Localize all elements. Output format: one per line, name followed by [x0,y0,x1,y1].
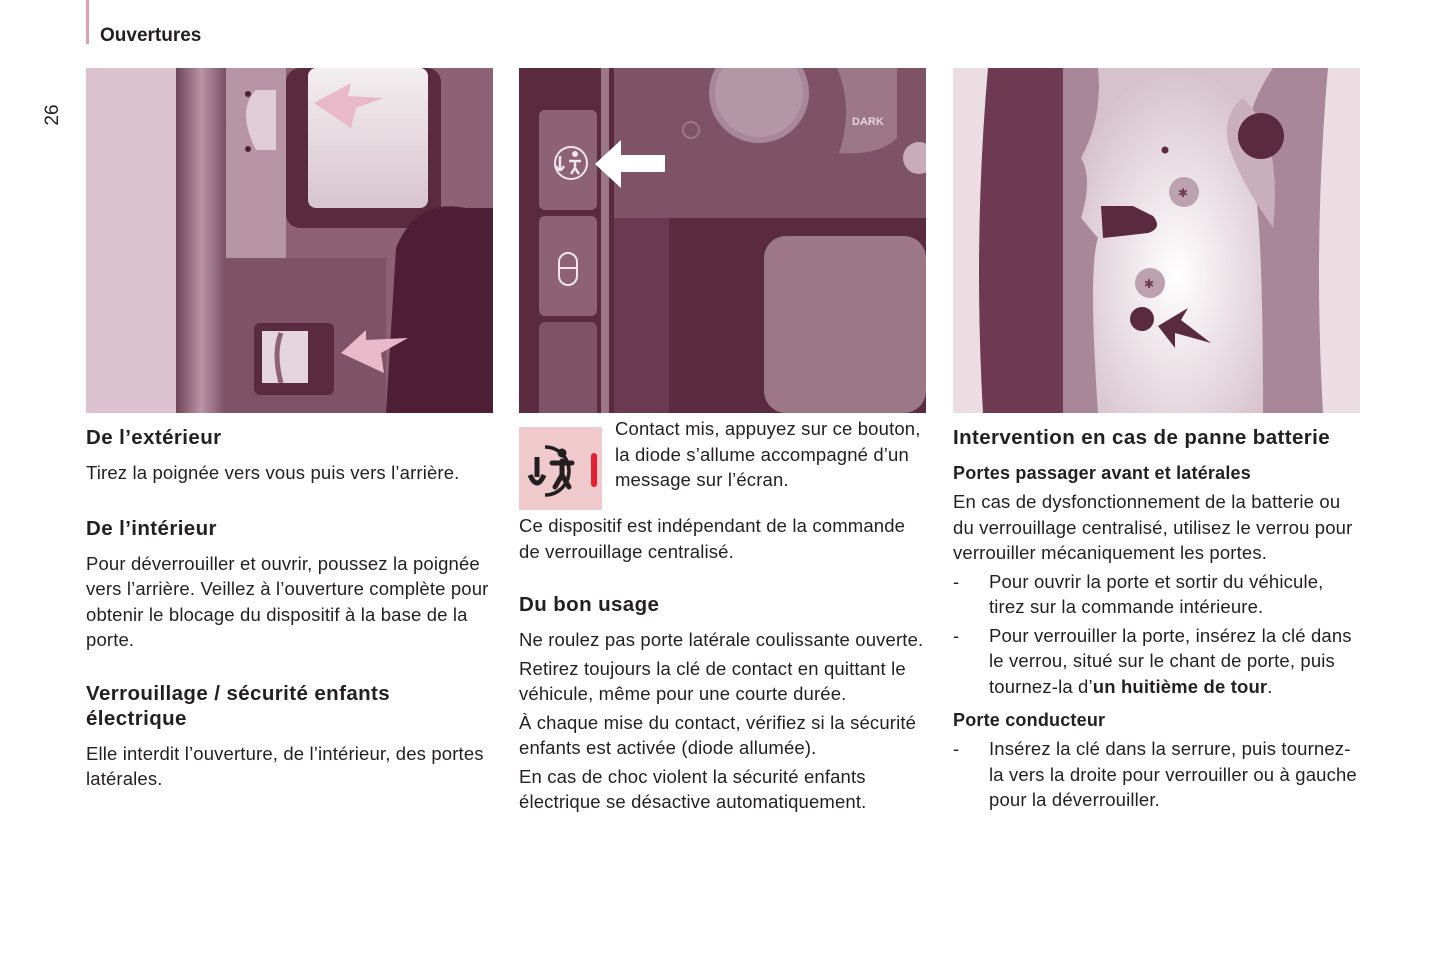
door-edge-lock-illustration [953,68,1360,413]
svg-text:✱: ✱ [1178,186,1189,200]
text-exterior: Tirez la poignée vers vous puis vers l’arrière. [86,462,460,483]
heading-good-usage: Du bon usage [519,593,660,616]
section-title: Ouvertures [100,25,202,46]
door-handle-illustration [86,68,493,413]
text-child-lock-button: Contact mis, appuyez sur ce bouton, la diode s’allume accompagné d’un message sur l’écran. [615,418,921,490]
text-usage-4: En cas de choc violent la sécurité enfants électrique se désactive automatiquement. [519,765,867,812]
text-child-lock: Elle interdit l’ouverture, de l’intérieur, des portes latérales. [86,742,484,789]
list-item: - Pour ouvrir la porte et sortir du véhicule, tirez sur la commande intérieure. [953,570,1324,617]
heading-battery-failure: Intervention en cas de panne batterie [953,426,1331,449]
header-accent-bar [86,0,89,44]
column-child-safety [519,68,926,815]
heading-passenger-doors: Portes passager avant et latérales [953,463,1251,483]
heading-child-lock: Verrouillage / sécurité enfants électrique [86,681,391,730]
dashboard-child-lock-button-illustration [519,68,926,413]
text-usage-2: Retirez toujours la clé de contact en quittant le véhicule, même pour une courte durée. [519,657,906,704]
list-item: - Insérez la clé dans la serrure, puis tournez-la vers la droite pour verrouiller ou à gauche pour la déverrouiller. [953,738,1357,810]
text-independent-device: Ce dispositif est indépendant de la commande de verrouillage centralisé. [519,515,906,562]
heading-interior: De l’intérieur [86,516,217,540]
column-battery-failure [953,68,1360,813]
heading-driver-door: Porte conducteur [953,710,1106,730]
column-exterior-interior [86,68,493,792]
list-item: - Pour verrouiller la porte, insérez la clé dans le verrou, situé sur le chant de porte, puis tournez-la d’un huitième de tour. [953,624,1352,697]
text-battery-failure: En cas de dysfonctionnement de la batterie ou du verrouillage centralisé, utilisez le verrou pour verrouiller mécaniquement les portes. [953,491,1353,563]
svg-text:✱: ✱ [1144,277,1155,291]
page-number: 26 [42,104,63,126]
child-lock-instruction [519,418,926,510]
dark-label: DARK [852,116,884,128]
child-safety-lock-icon [519,427,602,510]
heading-exterior: De l’extérieur [86,426,222,449]
text-usage-3: À chaque mise du contact, vérifiez si la sécurité enfants est activée (diode allumée). [519,711,917,758]
text-interior: Pour déverrouiller et ouvrir, poussez la poignée vers l’arrière. Veillez à l’ouverture complète pour obtenir le blocage du dispositif à la base de la porte. [86,552,489,650]
text-usage-1: Ne roulez pas porte latérale coulissante ouverte. [519,629,924,650]
